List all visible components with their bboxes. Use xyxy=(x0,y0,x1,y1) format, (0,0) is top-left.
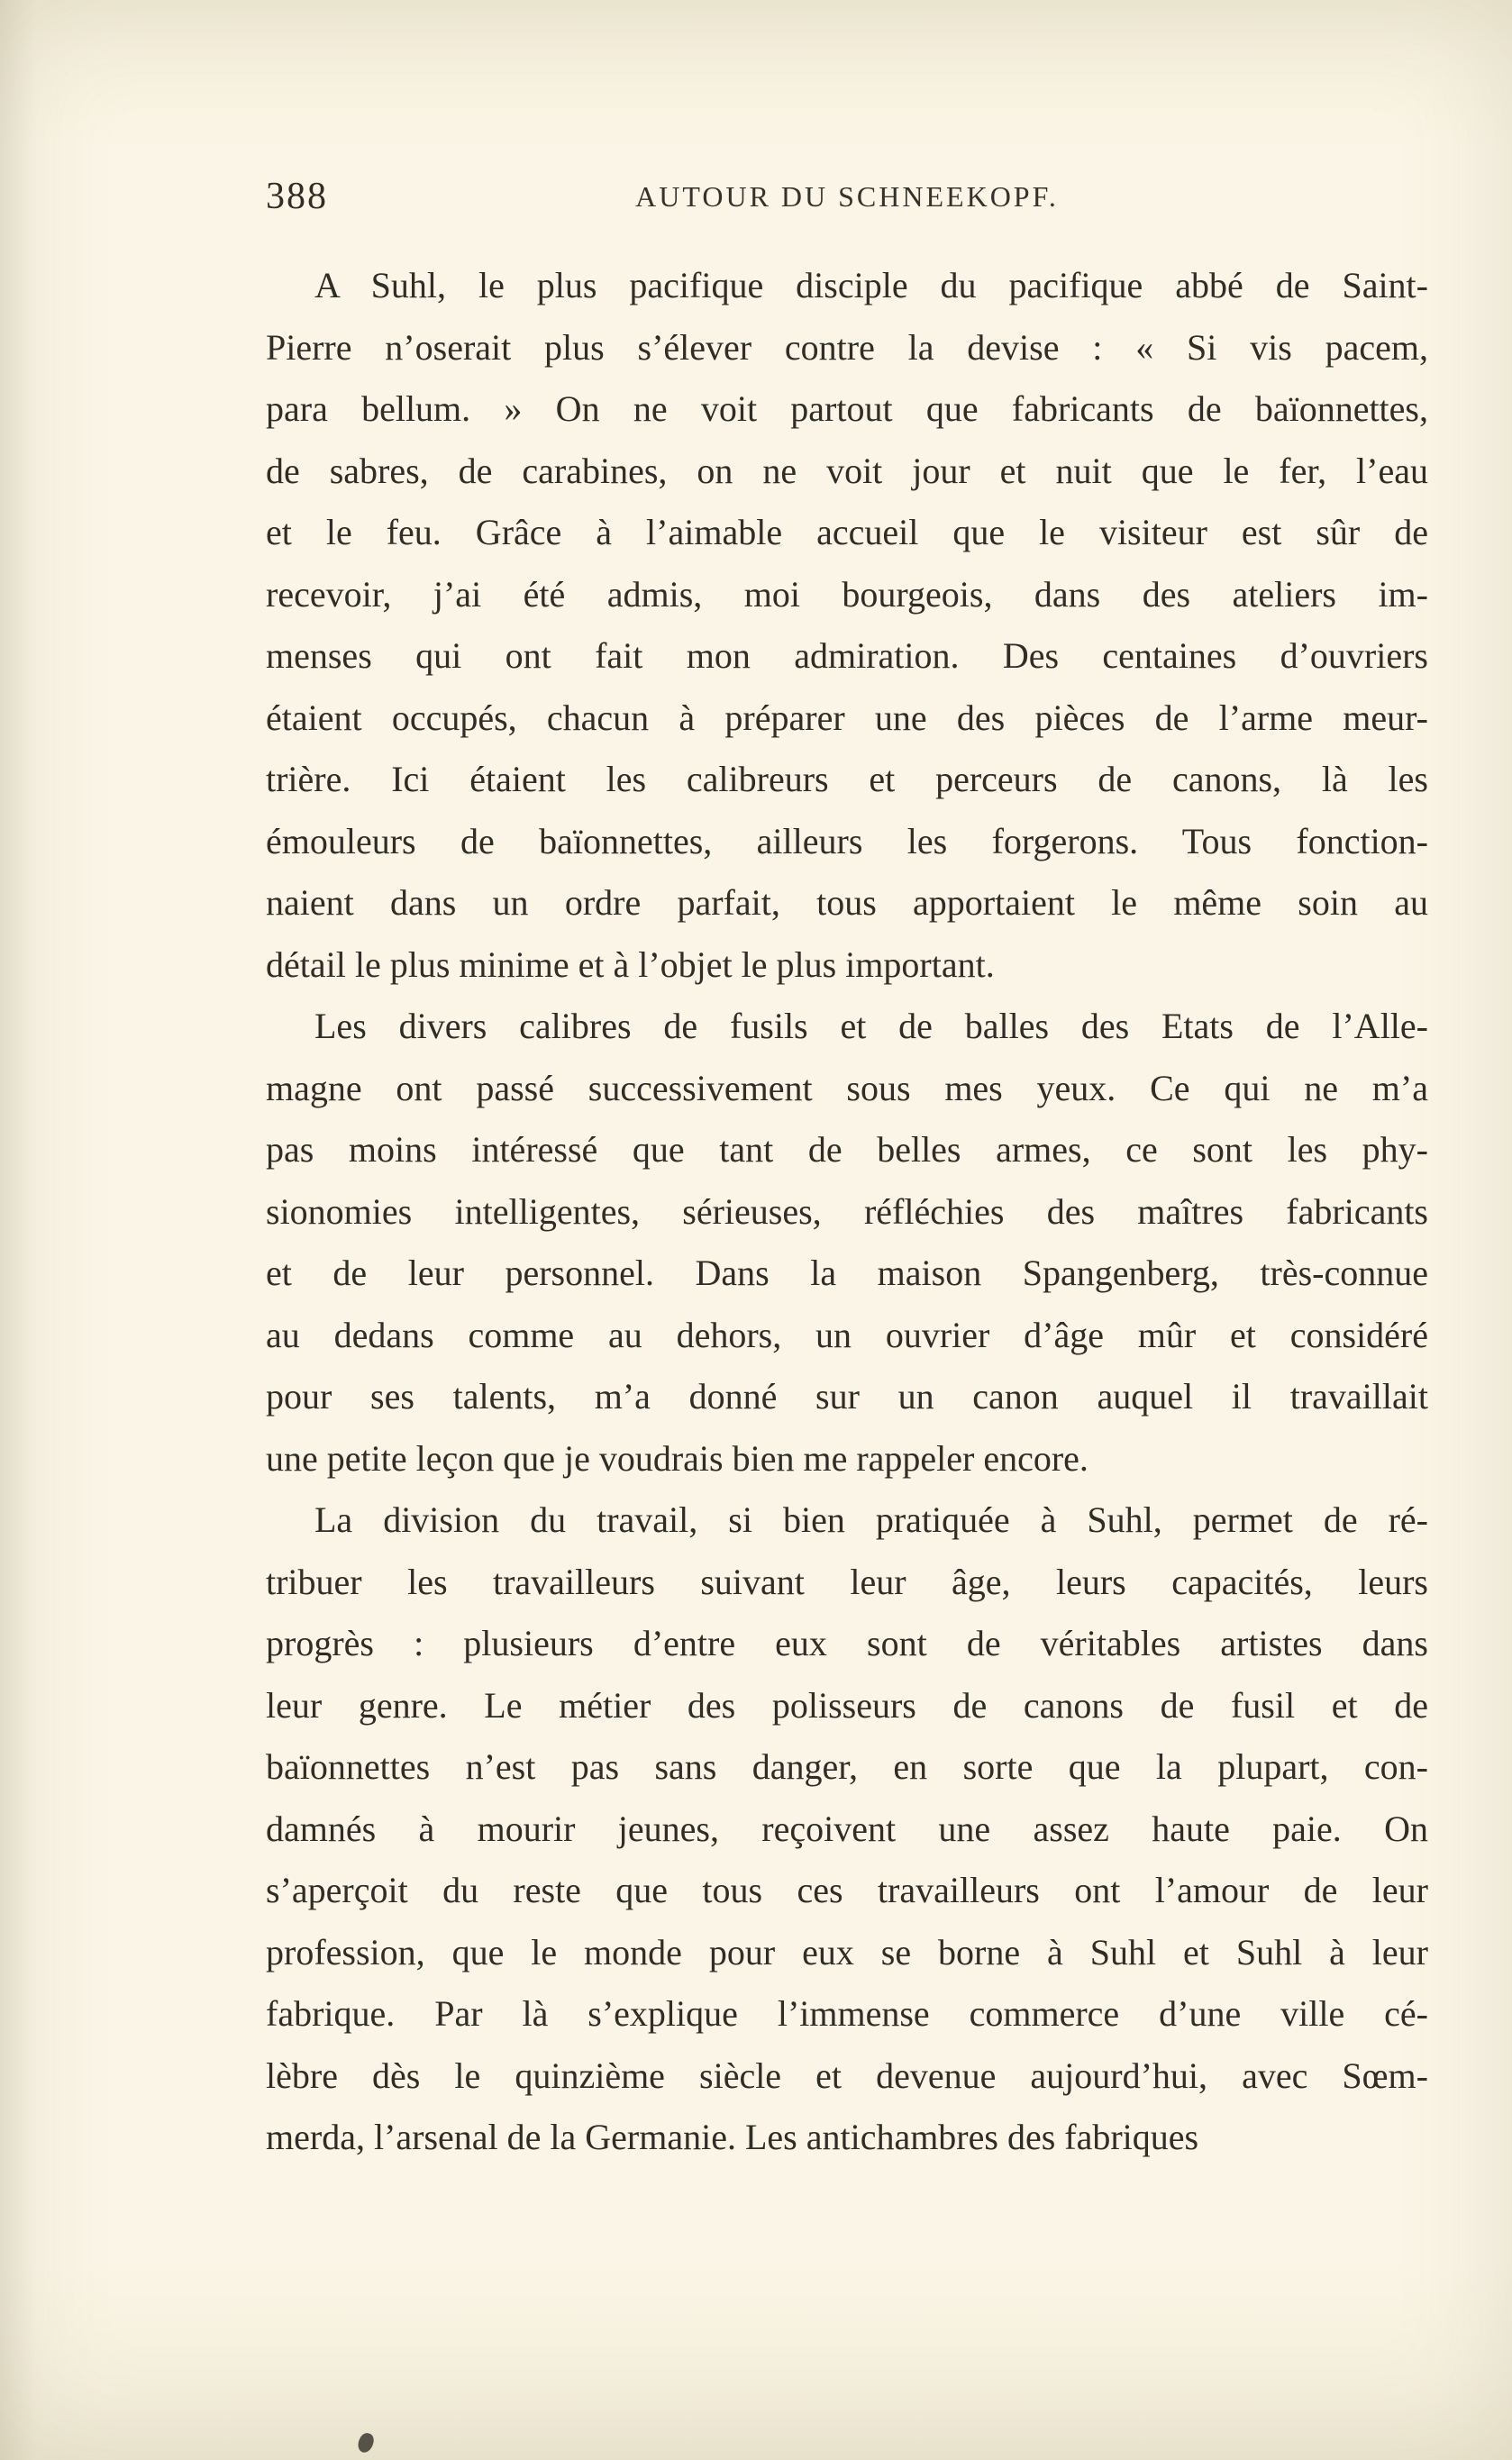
page-header xyxy=(266,171,1428,222)
text-line: leur genre. Le métier des polisseurs de canons de fusil et de xyxy=(266,1684,1428,1726)
text-line: lèbre dès le quinzième siècle et devenue aujourd’hui, avec Sœm- xyxy=(266,2055,1428,2096)
text-line: menses qui ont fait mon admiration. Des centaines d’ouvriers xyxy=(266,635,1428,676)
text-line: détail le plus minime et à l’objet le plus important. xyxy=(266,943,995,985)
text-line: au dedans comme au dehors, un ouvrier d’âge mûr et considéré xyxy=(266,1314,1428,1355)
paragraph xyxy=(266,1490,1428,2169)
page-number: 388 xyxy=(266,176,328,217)
text-line: Pierre n’oserait plus s’élever contre la devise : « Si vis pacem, xyxy=(266,326,1428,368)
text-line: pour ses talents, m’a donné sur un canon auquel il travaillait xyxy=(266,1376,1428,1417)
text-line: naient dans un ordre parfait, tous apportaient le même soin au xyxy=(266,882,1428,923)
text-line: merda, l’arsenal de la Germanie. Les antichambres des fabriques xyxy=(266,2117,1199,2157)
text-line: étaient occupés, chacun à préparer une des pièces de l’arme meur- xyxy=(266,697,1428,738)
text-line: A Suhl, le plus pacifique disciple du pacifique abbé de Saint- xyxy=(314,265,1428,305)
paragraph xyxy=(266,996,1428,1490)
text-line: émouleurs de baïonnettes, ailleurs les forgerons. Tous fonction- xyxy=(266,820,1428,861)
text-line: progrès : plusieurs d’entre eux sont de véritables artistes dans xyxy=(266,1623,1428,1663)
text-block xyxy=(266,255,1428,2169)
text-line: profession, que le monde pour eux se borne à Suhl et Suhl à leur xyxy=(266,1931,1428,1973)
text-line: tribuer les travailleurs suivant leur âge, leurs capacités, leurs xyxy=(266,1561,1428,1602)
running-title: AUTOUR DU SCHNEEKOPF. xyxy=(635,180,1059,213)
paragraph xyxy=(266,255,1428,996)
text-line: et de leur personnel. Dans la maison Spangenberg, très-connue xyxy=(266,1253,1428,1293)
text-line: trière. Ici étaient les calibreurs et perceurs de canons, là les xyxy=(266,759,1428,799)
text-line: de sabres, de carabines, on ne voit jour et nuit que le fer, l’eau xyxy=(266,450,1428,491)
text-line: Les divers calibres de fusils et de balles des Etats de l’Alle- xyxy=(314,1006,1428,1046)
text-line: et le feu. Grâce à l’aimable accueil que le visiteur est sûr de xyxy=(266,512,1428,552)
text-line: s’aperçoit du reste que tous ces travailleurs ont l’amour de leur xyxy=(266,1870,1428,1910)
scan-edge-shadow xyxy=(0,0,36,2460)
text-line: une petite leçon que je voudrais bien me rappeler encore. xyxy=(266,1437,1088,1479)
text-line: La division du travail, si bien pratiquée à Suhl, permet de ré- xyxy=(314,1499,1428,1540)
text-line: para bellum. » On ne voit partout que fabricants de baïonnettes, xyxy=(266,388,1428,429)
text-line: recevoir, j’ai été admis, moi bourgeois, dans des ateliers im- xyxy=(266,573,1428,615)
text-line: baïonnettes n’est pas sans danger, en sorte que la plupart, con- xyxy=(266,1746,1428,1787)
text-line: fabrique. Par là s’explique l’immense commerce d’une ville cé- xyxy=(266,1993,1428,2034)
text-line: damnés à mourir jeunes, reçoivent une assez haute paie. On xyxy=(266,1808,1428,1849)
ink-speck-artifact xyxy=(356,2431,376,2455)
text-line: magne ont passé successivement sous mes yeux. Ce qui ne m’a xyxy=(266,1067,1428,1108)
text-line: sionomies intelligentes, sérieuses, réfléchies des maîtres fabricants xyxy=(266,1190,1428,1232)
text-line: pas moins intéressé que tant de belles armes, ce sont les phy- xyxy=(266,1129,1428,1170)
